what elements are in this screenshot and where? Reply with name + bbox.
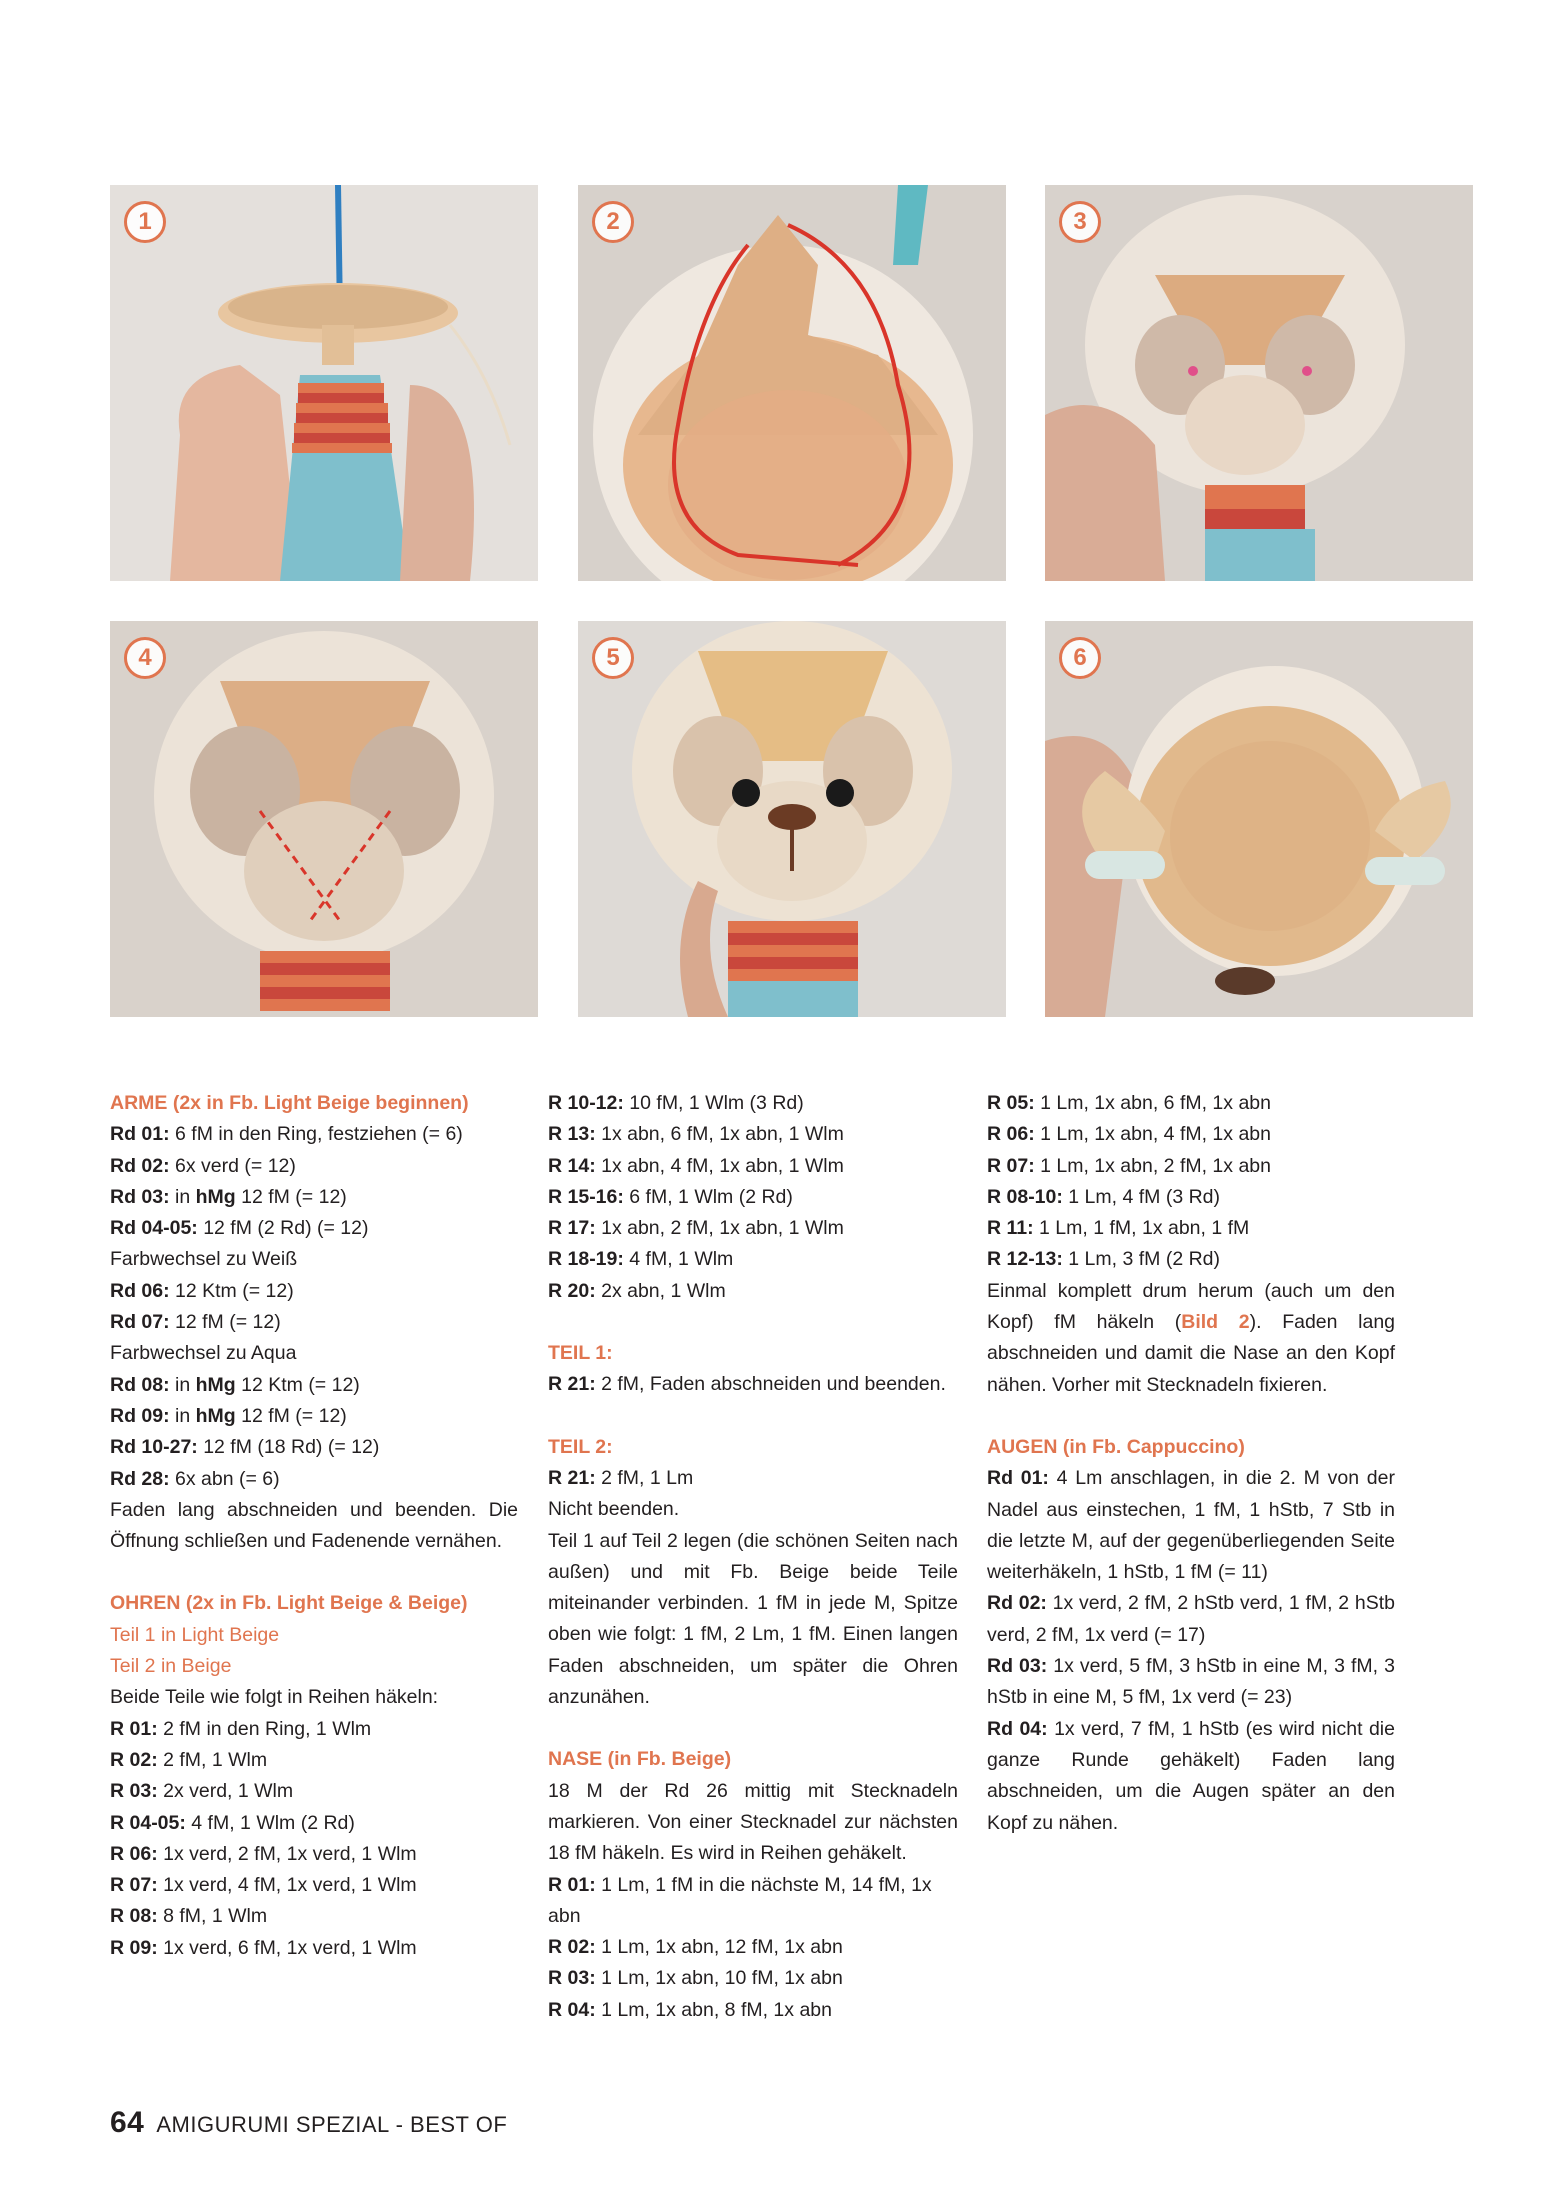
instruction-row: R 03: 1 Lm, 1x abn, 10 fM, 1x abn (548, 1967, 843, 1990)
color-change-note: Farbwechsel zu Weiß (110, 1248, 298, 1271)
ohren-heading: OHREN (2x in Fb. Light Beige & Beige) (110, 1592, 468, 1615)
page-footer (110, 2106, 507, 2140)
nase-intro: 18 M der Rd 26 mittig mit Stecknadeln markieren. Von einer Stecknadel zur nächsten 18 fM häkeln. Es wird in Reihen gehäkelt. (548, 1779, 958, 1865)
instruction-row: Rd 02: 6x verd (= 12) (110, 1154, 296, 1177)
ohren-intro: Beide Teile wie folgt in Reihen häkeln: (110, 1686, 439, 1709)
step-number-badge: 6 (1059, 637, 1101, 679)
step-number-badge: 1 (124, 201, 166, 243)
instruction-row: R 02: 1 Lm, 1x abn, 12 fM, 1x abn (548, 1936, 843, 1959)
photo-step-2 (578, 185, 1006, 581)
step-number-badge: 2 (592, 201, 634, 243)
step-number-badge: 4 (124, 637, 166, 679)
instruction-row: R 09: 1x verd, 6 fM, 1x verd, 1 Wlm (110, 1936, 417, 1959)
publication-title: AMIGURUMI SPEZIAL - BEST OF (156, 2112, 508, 2137)
instruction-row: Rd 07: 12 fM (= 12) (110, 1311, 281, 1334)
instruction-row: Rd 04-05: 12 fM (2 Rd) (= 12) (110, 1217, 369, 1240)
instruction-row: R 05: 1 Lm, 1x abn, 6 fM, 1x abn (987, 1092, 1271, 1114)
instruction-row: R 11: 1 Lm, 1 fM, 1x abn, 1 fM (987, 1217, 1250, 1240)
instruction-row: R 18-19: 4 fM, 1 Wlm (548, 1248, 734, 1271)
instruction-row: Rd 06: 12 Ktm (= 12) (110, 1279, 294, 1302)
augen-heading: AUGEN (in Fb. Cappuccino) (987, 1435, 1245, 1458)
teil-2-text: Teil 1 auf Teil 2 legen (die schönen Seiten nach außen) und mit Fb. Beige beide Teile miteinander verbinden. 1 fM in jede M, Spitze oben wie folgt: 1 fM, 2 Lm, 1 fM. Einen langen Faden abschneiden, um später die Ohren anzunähen. (548, 1529, 958, 1709)
nase-end-text: Einmal komplett drum herum (auch um den Kopf) fM häkeln (Bild 2). Faden lang abschneiden und damit die Nase an den Kopf nähen. Vorher mit Stecknadeln fixieren. (987, 1279, 1396, 1396)
instruction-row: R 21: 2 fM, Faden abschneiden und beenden. (548, 1373, 946, 1396)
teil-2-note: Nicht beenden. (548, 1498, 680, 1521)
instruction-row: R 08: 8 fM, 1 Wlm (110, 1905, 268, 1928)
step-number-badge: 5 (592, 637, 634, 679)
instruction-row: R 04: 1 Lm, 1x abn, 8 fM, 1x abn (548, 1998, 832, 2021)
teil-2-heading: TEIL 2: (548, 1435, 613, 1458)
instruction-row: R 17: 1x abn, 2 fM, 1x abn, 1 Wlm (548, 1217, 844, 1240)
instruction-row: R 15-16: 6 fM, 1 Wlm (2 Rd) (548, 1185, 793, 1208)
instruction-row: Rd 01: 6 fM in den Ring, festziehen (= 6) (110, 1123, 463, 1146)
teil-1-heading: TEIL 1: (548, 1342, 613, 1365)
arme-end-text: Faden lang abschneiden und beenden. Die Öffnung schließen und Fadenende vernähen. (110, 1498, 518, 1553)
instruction-row: R 14: 1x abn, 4 fM, 1x abn, 1 Wlm (548, 1154, 844, 1177)
instruction-row: Rd 04: 1x verd, 7 fM, 1 hStb (es wird nicht die ganze Runde gehäkelt) Faden lang abschneiden, um die Augen später an den Kopf zu nähen. (987, 1717, 1395, 1834)
instruction-row: R 08-10: 1 Lm, 4 fM (3 Rd) (987, 1185, 1220, 1208)
instruction-row: R 04-05: 4 fM, 1 Wlm (2 Rd) (110, 1811, 355, 1834)
instruction-row: R 03: 2x verd, 1 Wlm (110, 1780, 294, 1803)
photo-step-1 (110, 185, 538, 581)
instruction-row: Rd 03: in hMg 12 fM (= 12) (110, 1185, 347, 1208)
instruction-row: R 01: 2 fM in den Ring, 1 Wlm (110, 1717, 372, 1740)
instruction-row: Rd 10-27: 12 fM (18 Rd) (= 12) (110, 1436, 380, 1459)
photo-step-6 (1045, 621, 1473, 1017)
nase-heading: NASE (in Fb. Beige) (548, 1748, 732, 1771)
instruction-row: Rd 28: 6x abn (= 6) (110, 1467, 280, 1490)
instruction-row: Rd 09: in hMg 12 fM (= 12) (110, 1404, 347, 1427)
image-reference: Bild 2 (1181, 1311, 1250, 1334)
instruction-row: R 20: 2x abn, 1 Wlm (548, 1279, 726, 1302)
instruction-row: R 12-13: 1 Lm, 3 fM (2 Rd) (987, 1248, 1220, 1271)
photo-step-3 (1045, 185, 1473, 581)
instruction-row: R 07: 1x verd, 4 fM, 1x verd, 1 Wlm (110, 1874, 417, 1897)
instruction-row: Rd 08: in hMg 12 Ktm (= 12) (110, 1373, 360, 1396)
instruction-row: R 02: 2 fM, 1 Wlm (110, 1748, 268, 1771)
step-number-badge: 3 (1059, 201, 1101, 243)
text-column-3 (987, 1088, 1395, 1839)
instruction-row: R 21: 2 fM, 1 Lm (548, 1466, 694, 1489)
instruction-row: R 06: 1 Lm, 1x abn, 4 fM, 1x abn (987, 1123, 1271, 1146)
instruction-row: Rd 01: 4 Lm anschlagen, in die 2. M von der Nadel aus einstechen, 1 fM, 1 hStb, 7 Stb in die letzte M, auf der gegenüberliegenden Seite weiterhäkeln, 1 hStb, 1 fM (= 11) (987, 1467, 1395, 1584)
instruction-row: Rd 02: 1x verd, 2 fM, 2 hStb verd, 1 fM, 2 hStb verd, 2 fM, 1x verd (= 17) (987, 1592, 1395, 1646)
photo-step-4 (110, 621, 538, 1017)
text-column-2 (548, 1088, 958, 2026)
photo-step-5 (578, 621, 1006, 1017)
ohren-part-2: Teil 2 in Beige (110, 1655, 232, 1678)
page-number: 64 (110, 2106, 145, 2139)
arme-heading: ARME (2x in Fb. Light Beige beginnen) (110, 1092, 469, 1114)
instruction-row: Rd 03: 1x verd, 5 fM, 3 hStb in eine M, 3 fM, 3 hStb in eine M, 5 fM, 1x verd (= 23) (987, 1655, 1395, 1709)
instruction-row: R 07: 1 Lm, 1x abn, 2 fM, 1x abn (987, 1154, 1271, 1177)
ohren-part-1: Teil 1 in Light Beige (110, 1623, 280, 1646)
text-column-1 (110, 1088, 518, 1964)
instruction-row: R 06: 1x verd, 2 fM, 1x verd, 1 Wlm (110, 1842, 417, 1865)
instruction-row: R 01: 1 Lm, 1 fM in die nächste M, 14 fM, 1x abn (548, 1873, 932, 1927)
color-change-note: Farbwechsel zu Aqua (110, 1342, 297, 1365)
instruction-row: R 10-12: 10 fM, 1 Wlm (3 Rd) (548, 1092, 804, 1114)
instruction-row: R 13: 1x abn, 6 fM, 1x abn, 1 Wlm (548, 1123, 844, 1146)
